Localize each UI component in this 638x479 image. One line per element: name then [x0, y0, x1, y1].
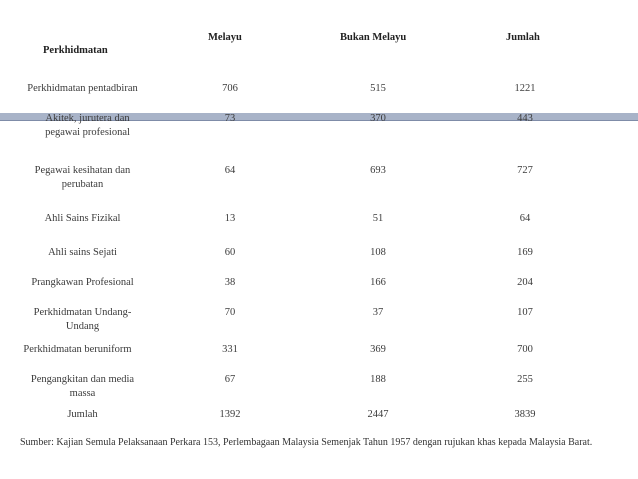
malay-value: 706	[222, 83, 238, 94]
nonmalay-value: 166	[370, 277, 386, 288]
row-label: Ahli Sains Fizikal	[44, 213, 121, 224]
total-value: 700	[517, 344, 533, 355]
row-label: Perkhidmatan pentadbiran	[27, 83, 138, 94]
header-perkhidmatan: Perkhidmatan	[43, 45, 108, 56]
row-label: Perkhidmatan beruniform	[23, 344, 132, 355]
total-value: 169	[517, 247, 533, 258]
total-value: 727	[517, 165, 533, 176]
header-jumlah: Jumlah	[506, 32, 540, 43]
header-bukan-melayu: Bukan Melayu	[340, 32, 407, 43]
total-value: 64	[519, 213, 531, 224]
malay-value: 38	[224, 277, 236, 288]
row-label: Pegawai kesihatan dan perubatan	[34, 165, 131, 190]
malay-value: 331	[222, 344, 238, 355]
nonmalay-value: 2447	[367, 409, 389, 420]
nonmalay-value: 370	[370, 113, 386, 124]
nonmalay-value: 51	[372, 213, 384, 224]
table-row	[0, 112, 638, 152]
row-label: Jumlah	[67, 409, 98, 420]
nonmalay-value: 37	[372, 307, 384, 318]
malay-value: 67	[224, 374, 236, 385]
header-melayu: Melayu	[208, 32, 242, 43]
source-note: Sumber: Kajian Semula Pelaksanaan Perkara 153, Perlembagaan Malaysia Semenjak Tahun 1957 dengan rujukan khas kepada Malaysia Barat.	[20, 437, 593, 448]
malay-value: 60	[224, 247, 236, 258]
nonmalay-value: 108	[370, 247, 386, 258]
row-label: Perkhidmatan Undang-Undang	[33, 307, 132, 332]
row-label: Pengangkitan dan media massa	[30, 374, 135, 399]
table-row	[0, 306, 638, 346]
total-value: 255	[517, 374, 533, 385]
total-value: 204	[517, 277, 533, 288]
malay-value: 64	[224, 165, 236, 176]
table-row	[0, 373, 638, 413]
total-value: 107	[517, 307, 533, 318]
nonmalay-value: 369	[370, 344, 386, 355]
row-label: Ahli sains Sejati	[48, 247, 117, 258]
malay-value: 70	[224, 307, 236, 318]
nonmalay-value: 188	[370, 374, 386, 385]
total-value: 443	[517, 113, 533, 124]
malay-value: 13	[224, 213, 236, 224]
total-value: 3839	[514, 409, 536, 420]
row-label: Akitek, jurutera dan pegawai profesional	[45, 113, 130, 138]
nonmalay-value: 693	[370, 165, 386, 176]
row-label: Prangkawan Profesional	[31, 277, 134, 288]
malay-value: 73	[224, 113, 236, 124]
malay-value: 1392	[219, 409, 241, 420]
table-row	[0, 164, 638, 204]
total-value: 1221	[514, 83, 536, 94]
nonmalay-value: 515	[370, 83, 386, 94]
